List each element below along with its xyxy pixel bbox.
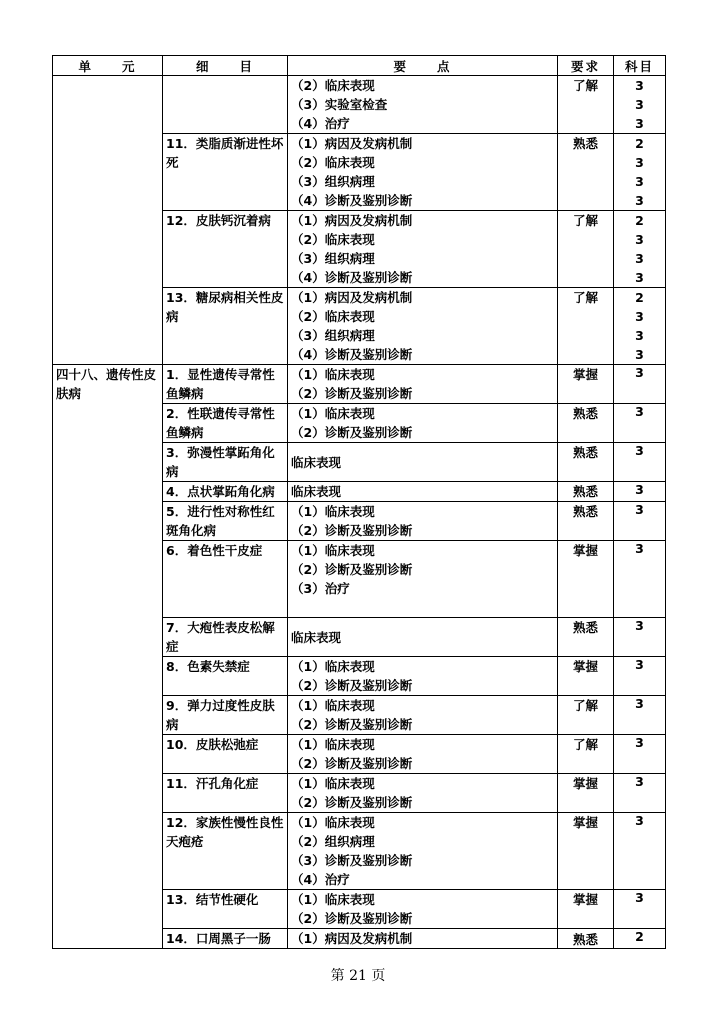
point-item: （3）组织病理: [291, 328, 375, 343]
point-item: （2）诊断及鉴别诊断: [291, 756, 413, 771]
point-item: （2）诊断及鉴别诊断: [291, 717, 413, 732]
detail-cell: 14．口周黑子一肠: [163, 929, 288, 949]
detail-cell: 12．皮肤钙沉着病: [163, 211, 288, 288]
point-item: （1）临床表现: [291, 776, 375, 791]
syllabus-table: [52, 55, 666, 949]
subject-cell: 3: [614, 813, 666, 890]
subject-value: 3: [635, 347, 644, 362]
points-cell: [288, 657, 558, 696]
subject-cell: [614, 288, 666, 365]
subject-cell: 3: [614, 657, 666, 696]
point-item: （2）组织病理: [291, 834, 375, 849]
detail-cell: 12．家族性慢性良性天疱疮: [163, 813, 288, 890]
points-cell: [288, 211, 558, 288]
points-cell: [288, 502, 558, 541]
detail-cell: 8．色素失禁症: [163, 657, 288, 696]
requirement-cell: 熟悉: [558, 134, 614, 211]
header-points: 要 点: [288, 56, 558, 76]
table-header-row: [53, 56, 666, 76]
requirement-cell: 了解: [558, 76, 614, 134]
subject-value: 3: [635, 193, 644, 208]
subject-value: 2: [635, 290, 644, 305]
detail-cell: 11．汗孔角化症: [163, 774, 288, 813]
point-item: 临床表现: [291, 454, 342, 470]
point-item: （2）诊断及鉴别诊断: [291, 678, 413, 693]
points-cell: [288, 618, 558, 657]
point-item: （2）临床表现: [291, 232, 375, 247]
point-item: （1）临床表现: [291, 504, 375, 519]
subject-cell: 3: [614, 890, 666, 929]
point-item: 临床表现: [291, 484, 342, 499]
point-item: （2）临床表现: [291, 155, 375, 170]
detail-cell: 7．大疱性表皮松解症: [163, 618, 288, 657]
point-item: （1）病因及发病机制: [291, 290, 413, 305]
subject-value: 3: [635, 116, 644, 131]
detail-cell: 6．着色性干皮症: [163, 541, 288, 618]
requirement-cell: 掌握: [558, 774, 614, 813]
requirement-cell: 熟悉: [558, 929, 614, 949]
point-item: （4）诊断及鉴别诊断: [291, 347, 413, 362]
subject-value: 3: [635, 232, 644, 247]
requirement-cell: 了解: [558, 735, 614, 774]
requirement-cell: 熟悉: [558, 443, 614, 482]
points-cell: [288, 735, 558, 774]
subject-cell: 3: [614, 365, 666, 404]
subject-value: 2: [635, 213, 644, 228]
subject-cell: 3: [614, 443, 666, 482]
detail-cell: 5．进行性对称性红斑角化病: [163, 502, 288, 541]
requirement-cell: 熟悉: [558, 502, 614, 541]
subject-cell: [614, 134, 666, 211]
point-item: （1）临床表现: [291, 737, 375, 752]
point-item: （1）临床表现: [291, 815, 375, 830]
subject-cell: 3: [614, 541, 666, 618]
subject-cell: [614, 76, 666, 134]
points-cell: [288, 774, 558, 813]
points-cell: [288, 76, 558, 134]
subject-value: 3: [635, 97, 644, 112]
point-item: （1）临床表现: [291, 406, 375, 421]
table-row: [53, 365, 666, 404]
subject-value: 3: [635, 155, 644, 170]
point-item: （2）临床表现: [291, 78, 375, 93]
subject-cell: [614, 211, 666, 288]
points-cell: [288, 443, 558, 482]
unit-cell: [53, 76, 163, 365]
subject-cell: 3: [614, 774, 666, 813]
point-item: （2）诊断及鉴别诊断: [291, 425, 413, 440]
header-unit: 单 元: [53, 56, 163, 76]
point-item: （2）诊断及鉴别诊断: [291, 911, 413, 926]
header-detail: 细 目: [163, 56, 288, 76]
point-item: （1）临床表现: [291, 892, 375, 907]
point-item: （2）诊断及鉴别诊断: [291, 386, 413, 401]
point-item: （4）治疗: [291, 116, 350, 131]
point-item: （3）组织病理: [291, 251, 375, 266]
detail-cell: 2．性联遗传寻常性鱼鳞病: [163, 404, 288, 443]
subject-cell: 3: [614, 502, 666, 541]
points-cell: [288, 890, 558, 929]
detail-cell: 13．结节性硬化: [163, 890, 288, 929]
requirement-cell: 熟悉: [558, 618, 614, 657]
detail-cell: 1．显性遗传寻常性鱼鳞病: [163, 365, 288, 404]
point-item: （2）诊断及鉴别诊断: [291, 795, 413, 810]
points-cell: [288, 696, 558, 735]
point-item: （2）临床表现: [291, 309, 375, 324]
point-item: （1）病因及发病机制: [291, 213, 413, 228]
subject-value: 3: [635, 78, 644, 93]
point-item: （1）病因及发病机制: [291, 136, 413, 151]
point-item: （3）组织病理: [291, 174, 375, 189]
point-item: （1）病因及发病机制: [291, 931, 413, 946]
header-requirement: 要求: [558, 56, 614, 76]
detail-cell: [163, 76, 288, 134]
subject-value: 3: [635, 270, 644, 285]
point-item: （1）临床表现: [291, 543, 375, 558]
requirement-cell: 掌握: [558, 813, 614, 890]
points-cell: [288, 404, 558, 443]
points-cell: [288, 482, 558, 502]
point-item: （4）治疗: [291, 872, 350, 887]
subject-cell: 2: [614, 929, 666, 949]
point-item: 临床表现: [291, 629, 342, 645]
unit-cell: 四十八、遗传性皮肤病: [53, 365, 163, 949]
requirement-cell: 了解: [558, 288, 614, 365]
detail-cell: 3．弥漫性掌跖角化病: [163, 443, 288, 482]
detail-cell: 9．弹力过度性皮肤病: [163, 696, 288, 735]
points-cell: [288, 288, 558, 365]
requirement-cell: 掌握: [558, 365, 614, 404]
subject-cell: 3: [614, 404, 666, 443]
points-cell: [288, 541, 558, 618]
point-item: （3）实验室检查: [291, 97, 388, 112]
subject-cell: 3: [614, 482, 666, 502]
table-row: [53, 76, 666, 134]
subject-value: 3: [635, 174, 644, 189]
requirement-cell: 熟悉: [558, 482, 614, 502]
subject-value: 3: [635, 328, 644, 343]
requirement-cell: 掌握: [558, 657, 614, 696]
point-item: （3）诊断及鉴别诊断: [291, 853, 413, 868]
detail-cell: 10．皮肤松弛症: [163, 735, 288, 774]
requirement-cell: 掌握: [558, 541, 614, 618]
points-cell: [288, 813, 558, 890]
subject-cell: 3: [614, 696, 666, 735]
requirement-cell: 了解: [558, 211, 614, 288]
subject-cell: 3: [614, 618, 666, 657]
detail-cell: 11．类脂质渐进性坏死: [163, 134, 288, 211]
subject-value: 2: [635, 136, 644, 151]
subject-value: 3: [635, 251, 644, 266]
point-item: （1）临床表现: [291, 367, 375, 382]
point-item: （3）治疗: [291, 581, 350, 596]
point-item: （2）诊断及鉴别诊断: [291, 562, 413, 577]
point-item: （2）诊断及鉴别诊断: [291, 523, 413, 538]
requirement-cell: 了解: [558, 696, 614, 735]
page-number: 第 21 页: [330, 968, 386, 984]
detail-cell: 4．点状掌跖角化病: [163, 482, 288, 502]
requirement-cell: 熟悉: [558, 404, 614, 443]
points-cell: [288, 134, 558, 211]
subject-cell: 3: [614, 735, 666, 774]
point-item: （4）诊断及鉴别诊断: [291, 270, 413, 285]
points-cell: [288, 365, 558, 404]
header-subject: 科目: [614, 56, 666, 76]
point-item: （4）诊断及鉴别诊断: [291, 193, 413, 208]
subject-value: 3: [635, 309, 644, 324]
requirement-cell: 掌握: [558, 890, 614, 929]
detail-cell: 13．糖尿病相关性皮病: [163, 288, 288, 365]
point-item: （1）临床表现: [291, 659, 375, 674]
point-item: （1）临床表现: [291, 698, 375, 713]
points-cell: [288, 929, 558, 949]
